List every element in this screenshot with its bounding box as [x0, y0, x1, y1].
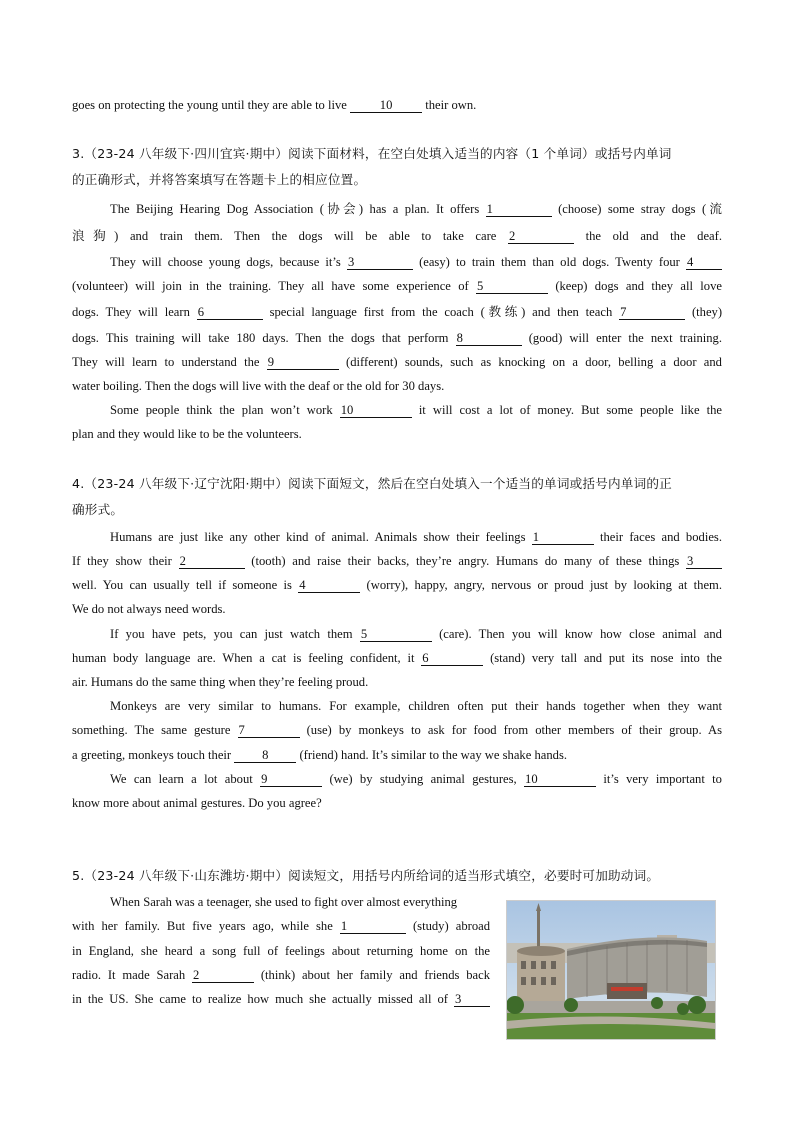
answer-blank[interactable]: 3 — [454, 993, 490, 1007]
answer-blank[interactable]: 1 — [340, 920, 406, 934]
q3-line: plan and they would like to be the volunteers. — [72, 427, 302, 441]
answer-blank[interactable]: 4 — [298, 579, 360, 593]
answer-blank[interactable]: 10 — [350, 99, 422, 113]
q4-line: Monkeys are very similar to humans. For example, children often put their hands together when they want — [110, 699, 722, 713]
answer-blank[interactable]: 1 — [486, 203, 552, 217]
q4-line: know more about animal gestures. Do you agree? — [72, 796, 322, 810]
q4-line: Humans are just like any other kind of animal. Animals show their feelings 1 their faces and bodies. — [110, 530, 722, 544]
answer-blank[interactable]: 3 — [686, 555, 722, 569]
q4-heading-cont: 确形式。 — [72, 502, 124, 517]
prev-passage-ending: goes on protecting the young until they are able to live 10 their own. — [72, 98, 477, 112]
answer-blank[interactable]: 2 — [508, 230, 574, 244]
answer-blank[interactable]: 2 — [179, 555, 245, 569]
answer-blank[interactable]: 1 — [532, 531, 594, 545]
answer-blank[interactable]: 8 — [456, 332, 522, 346]
q4-line: a greeting, monkeys touch their 8 (friend) hand. It’s similar to the way we shake hands. — [72, 748, 567, 762]
q4-line: We can learn a lot about 9 (we) by studying animal gestures, 10 it’s very important to — [110, 772, 722, 786]
answer-blank[interactable]: 4 — [686, 256, 722, 270]
answer-blank[interactable]: 6 — [421, 652, 483, 666]
answer-blank[interactable]: 6 — [197, 306, 263, 320]
q3-line: 浪狗) and train them. Then the dogs will be able to take care 2 the old and the deaf. — [72, 229, 722, 243]
answer-blank[interactable]: 10 — [340, 404, 412, 418]
answer-blank[interactable]: 10 — [524, 773, 596, 787]
answer-blank[interactable]: 3 — [347, 256, 413, 270]
building-photo-icon — [507, 901, 715, 1039]
q3-line: The Beijing Hearing Dog Association (协会) has a plan. It offers 1 (choose) some stray dogs (流 — [110, 202, 722, 216]
q4-line: something. The same gesture 7 (use) by monkeys to ask for food from other members of their group. As — [72, 723, 722, 737]
answer-blank[interactable]: 5 — [476, 280, 548, 294]
answer-blank[interactable]: 2 — [192, 969, 254, 983]
q4-line: We do not always need words. — [72, 602, 226, 616]
q4-line: well. You can usually tell if someone is 4 (worry), happy, angry, nervous or proud just by looking at them. — [72, 578, 722, 592]
q3-line: dogs. This training will take 180 days. Then the dogs that perform 8 (good) will enter the next training. — [72, 331, 723, 345]
q3-heading-cont: 的正确形式，并将答案填写在答题卡上的相应位置。 — [72, 172, 367, 187]
answer-blank[interactable]: 7 — [619, 306, 685, 320]
q4-heading: 4.（23-24 八年级下·辽宁沈阳·期中）阅读下面短文，然后在空白处填入一个适当的单词或括号内单词的正 — [72, 476, 672, 491]
q3-line: They will choose young dogs, because it’s 3 (easy) to train them than old dogs. Twenty four 4 — [110, 254, 722, 270]
q5-line: When Sarah was a teenager, she used to fight over almost everything — [110, 895, 458, 909]
answer-blank[interactable]: 5 — [360, 628, 432, 642]
q3-line: dogs. They will learn 6 special language first from the coach (教练) and then teach 7 (they) — [72, 305, 723, 319]
q3-line: They will learn to understand the 9 (different) sounds, such as knocking on a door, belling a door and — [72, 355, 722, 369]
q4-line: If they show their 2 (tooth) and raise their backs, they’re angry. Humans do many of these things 3 — [72, 553, 722, 569]
q4-line: If you have pets, you can just watch them 5 (care). Then you will know how close animal and — [110, 627, 722, 641]
answer-blank[interactable]: 8 — [234, 749, 296, 763]
q3-line: (volunteer) will join in the training. They all have some experience of 5 (keep) dogs and they all love — [72, 279, 722, 293]
q5-line: radio. It made Sarah 2 (think) about her family and friends back — [72, 968, 491, 982]
q3-line: water boiling. Then the dogs will live with the deaf or the old for 30 days. — [72, 379, 445, 393]
q5-heading: 5.（23-24 八年级下·山东潍坊·期中）阅读短文，用括号内所给词的适当形式填空，必要时可加助动词。 — [72, 868, 660, 883]
q5-line: in England, she heard a song full of feelings about returning home on the — [72, 944, 490, 958]
answer-blank[interactable]: 9 — [267, 356, 339, 370]
answer-blank[interactable]: 7 — [238, 724, 300, 738]
building-photo — [506, 900, 716, 1040]
answer-blank[interactable]: 9 — [260, 773, 322, 787]
q4-line: air. Humans do the same thing when they’re feeling proud. — [72, 675, 369, 689]
q5-line: in the US. She came to realize how much she actually missed all of 3 — [72, 991, 490, 1007]
q4-line: human body language are. When a cat is feeling confident, it 6 (stand) very tall and put its nose into the — [72, 651, 723, 665]
q3-heading: 3.（23-24 八年级下·四川宜宾·期中）阅读下面材料，在空白处填入适当的内容（1 个单词）或括号内单词 — [72, 146, 672, 161]
q5-line: with her family. But five years ago, while she 1 (study) abroad — [72, 919, 491, 933]
q3-line: Some people think the plan won’t work 10 it will cost a lot of money. But some people like the — [110, 403, 723, 417]
